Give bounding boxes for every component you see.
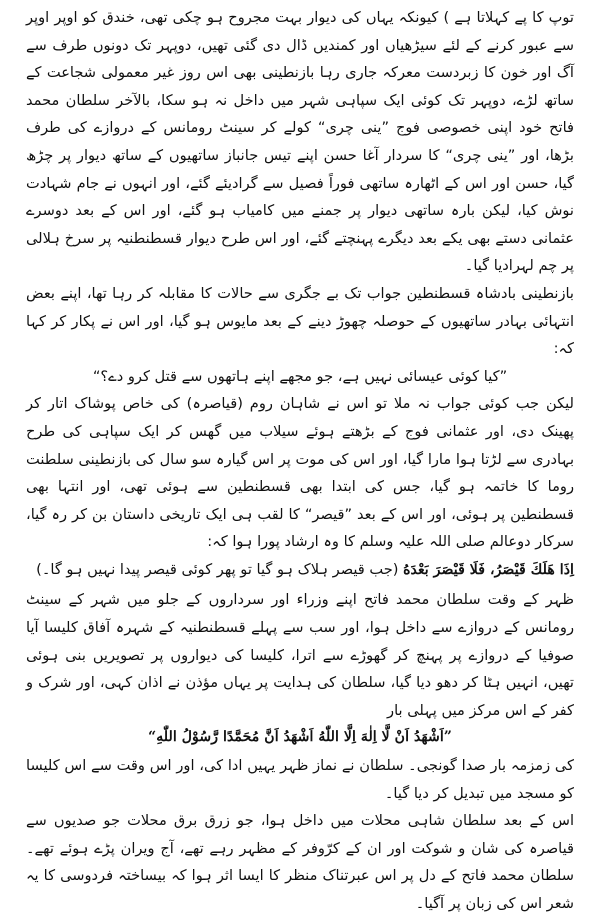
- paragraph-1: توپ کا پے کہلاتا ہے ) کیونکہ یہاں کی دیوار بہت مجروح ہو چکی تھی، خندق کو اوپر اوپر سے عبور کرنے کے لئے سیڑھیاں اور کمندیں ڈال دی گئی تھیں، دوپہر تک دونوں طرف سے آگ اور خون کا زبردست معرکہ جاری رہا بازنطینی بھی اس روز غیر معمولی شجاعت کے ساتھ لڑے، دوپہر تک کوئی ایک سپاہی شہر میں داخل نہ ہو سکا، بالآخر سلطان محمد فاتح خود اپنی خصوصی فوج ”ینی چری“ کولے کر سینٹ رومانس کے دروازے کی طرف بڑھا، اور ”ینی چری“ کا سردار آغا حسن اپنے تیس جانباز ساتھیوں کے ساتھ دیوار پر چڑھ گیا، حسن اور اس کے اٹھارہ ساتھی فوراً فصیل سے گرادیئے گئے، اور انہوں نے جام شہادت نوش کیا، لیکن بارہ ساتھی دیوار پر جمنے میں کامیاب ہو گئے، اور اس کے بعد دوسرے عثمانی دستے بھی یکے بعد دیگرے پہنچتے گئے، اور اس طرح دیوار قسطنطنیہ پر سرخ ہلالی پر چم لہرادیا گیا۔: [26, 9, 574, 275]
- paragraph-8: کی زمزمہ بار صدا گونجی۔ سلطان نے نماز ظہر یہیں ادا کی، اور اس وقت سے اس کلیسا کو مسجد میں تبدیل کر دیا گیا۔: [26, 757, 574, 802]
- document-body: [26, 4, 574, 918]
- paragraph-9: اس کے بعد سلطان شاہی محلات میں داخل ہوا، جو زرق برق محلات جو صدیوں سے قیاصرہ کی شان و شوکت اور ان کے کرّوفر کے مظہر رہے تھے، آج ویران پڑے ہوئے تھے۔ سلطان محمد فاتح کے دل پر اس عبرتناک منظر کا ایسا اثر ہوا کہ بیساختہ فردوسی کا یہ شعر اس کی زبان پر آگیا۔: [26, 812, 574, 912]
- hadith-arabic: اِذَا هَلَكَ قَيْصَرُ، فَلَا قَيْصَرَ بَعْدَهُ: [403, 561, 574, 578]
- paragraph-5-hadith: [26, 556, 574, 585]
- hadith-translation: (جب قیصر ہلاک ہو گیا تو پھر کوئی قیصر پیدا نہیں ہو گا۔): [36, 560, 399, 578]
- paragraph-4: لیکن جب کوئی جواب نہ ملا تو اس نے شاہان روم (قیاصرہ) کی خاص پوشاک اتار کر پھینک دی، اور عثمانی فوج کے بڑھتے ہوئے سیلاب میں گھس کر ایک سپاہی کی طرح بہادری سے لڑتا ہوا مارا گیا، اور اس کی موت پر اس گیارہ سو سال کی بازنطینی سلطنت روما کا خاتمہ ہو گیا، جس کی ابتدا بھی قسطنطین سے ہوئی تھی، اور انتہا بھی قسطنطین پر ہوئی، اور اس کے بعد ”قیصر“ کا لقب ہی ایک تاریخی داستان بن کر رہ گیا، سرکار دوعالم صلی اللہ علیہ وسلم کا وہ ارشاد پورا ہوا کہ:: [26, 395, 574, 551]
- paragraph-6: ظہر کے وقت سلطان محمد فاتح اپنے وزراء اور سرداروں کے جلو میں شہر کے سینٹ رومانس کے دروازے سے داخل ہوا، اور سب سے پہلے قسطنطنیہ کے شہرہ آفاق کلیسا آیا صوفیا کے دروازے پر پہنچ کر گھوڑے سے اترا، کلیسا کی دیواروں پر تصویریں بنی ہوئی تھیں، انہیں ہٹا کر دھو دیا گیا، سلطان کی ہدایت پر یہاں مؤذن نے اذان کہی، اور شرک و کفر کے اس مرکز میں پہلی بار: [26, 591, 574, 719]
- paragraph-3-quote: ”کیا کوئی عیسائی نہیں ہے، جو مجھے اپنے ہاتھوں سے قتل کرو دے؟“: [92, 367, 508, 385]
- paragraph-2: بازنطینی بادشاہ قسطنطین جواب تک بے جگری سے حالات کا مقابلہ کر رہا تھا، اپنے بعض انتہائی بہادر ساتھیوں کے حوصلہ چھوڑ دینے کے بعد مایوس ہو گیا، اور اس نے پکار کر کہا کہ:: [26, 284, 574, 358]
- paragraph-7-shahada: ”اَشْهَدُ اَنْ لَّا اِلٰهَ اِلَّا اللّٰهُ اَشْهَدُ اَنَّ مُحَمَّدًا رَّسُوْلُ اللّٰهِ“: [148, 729, 452, 746]
